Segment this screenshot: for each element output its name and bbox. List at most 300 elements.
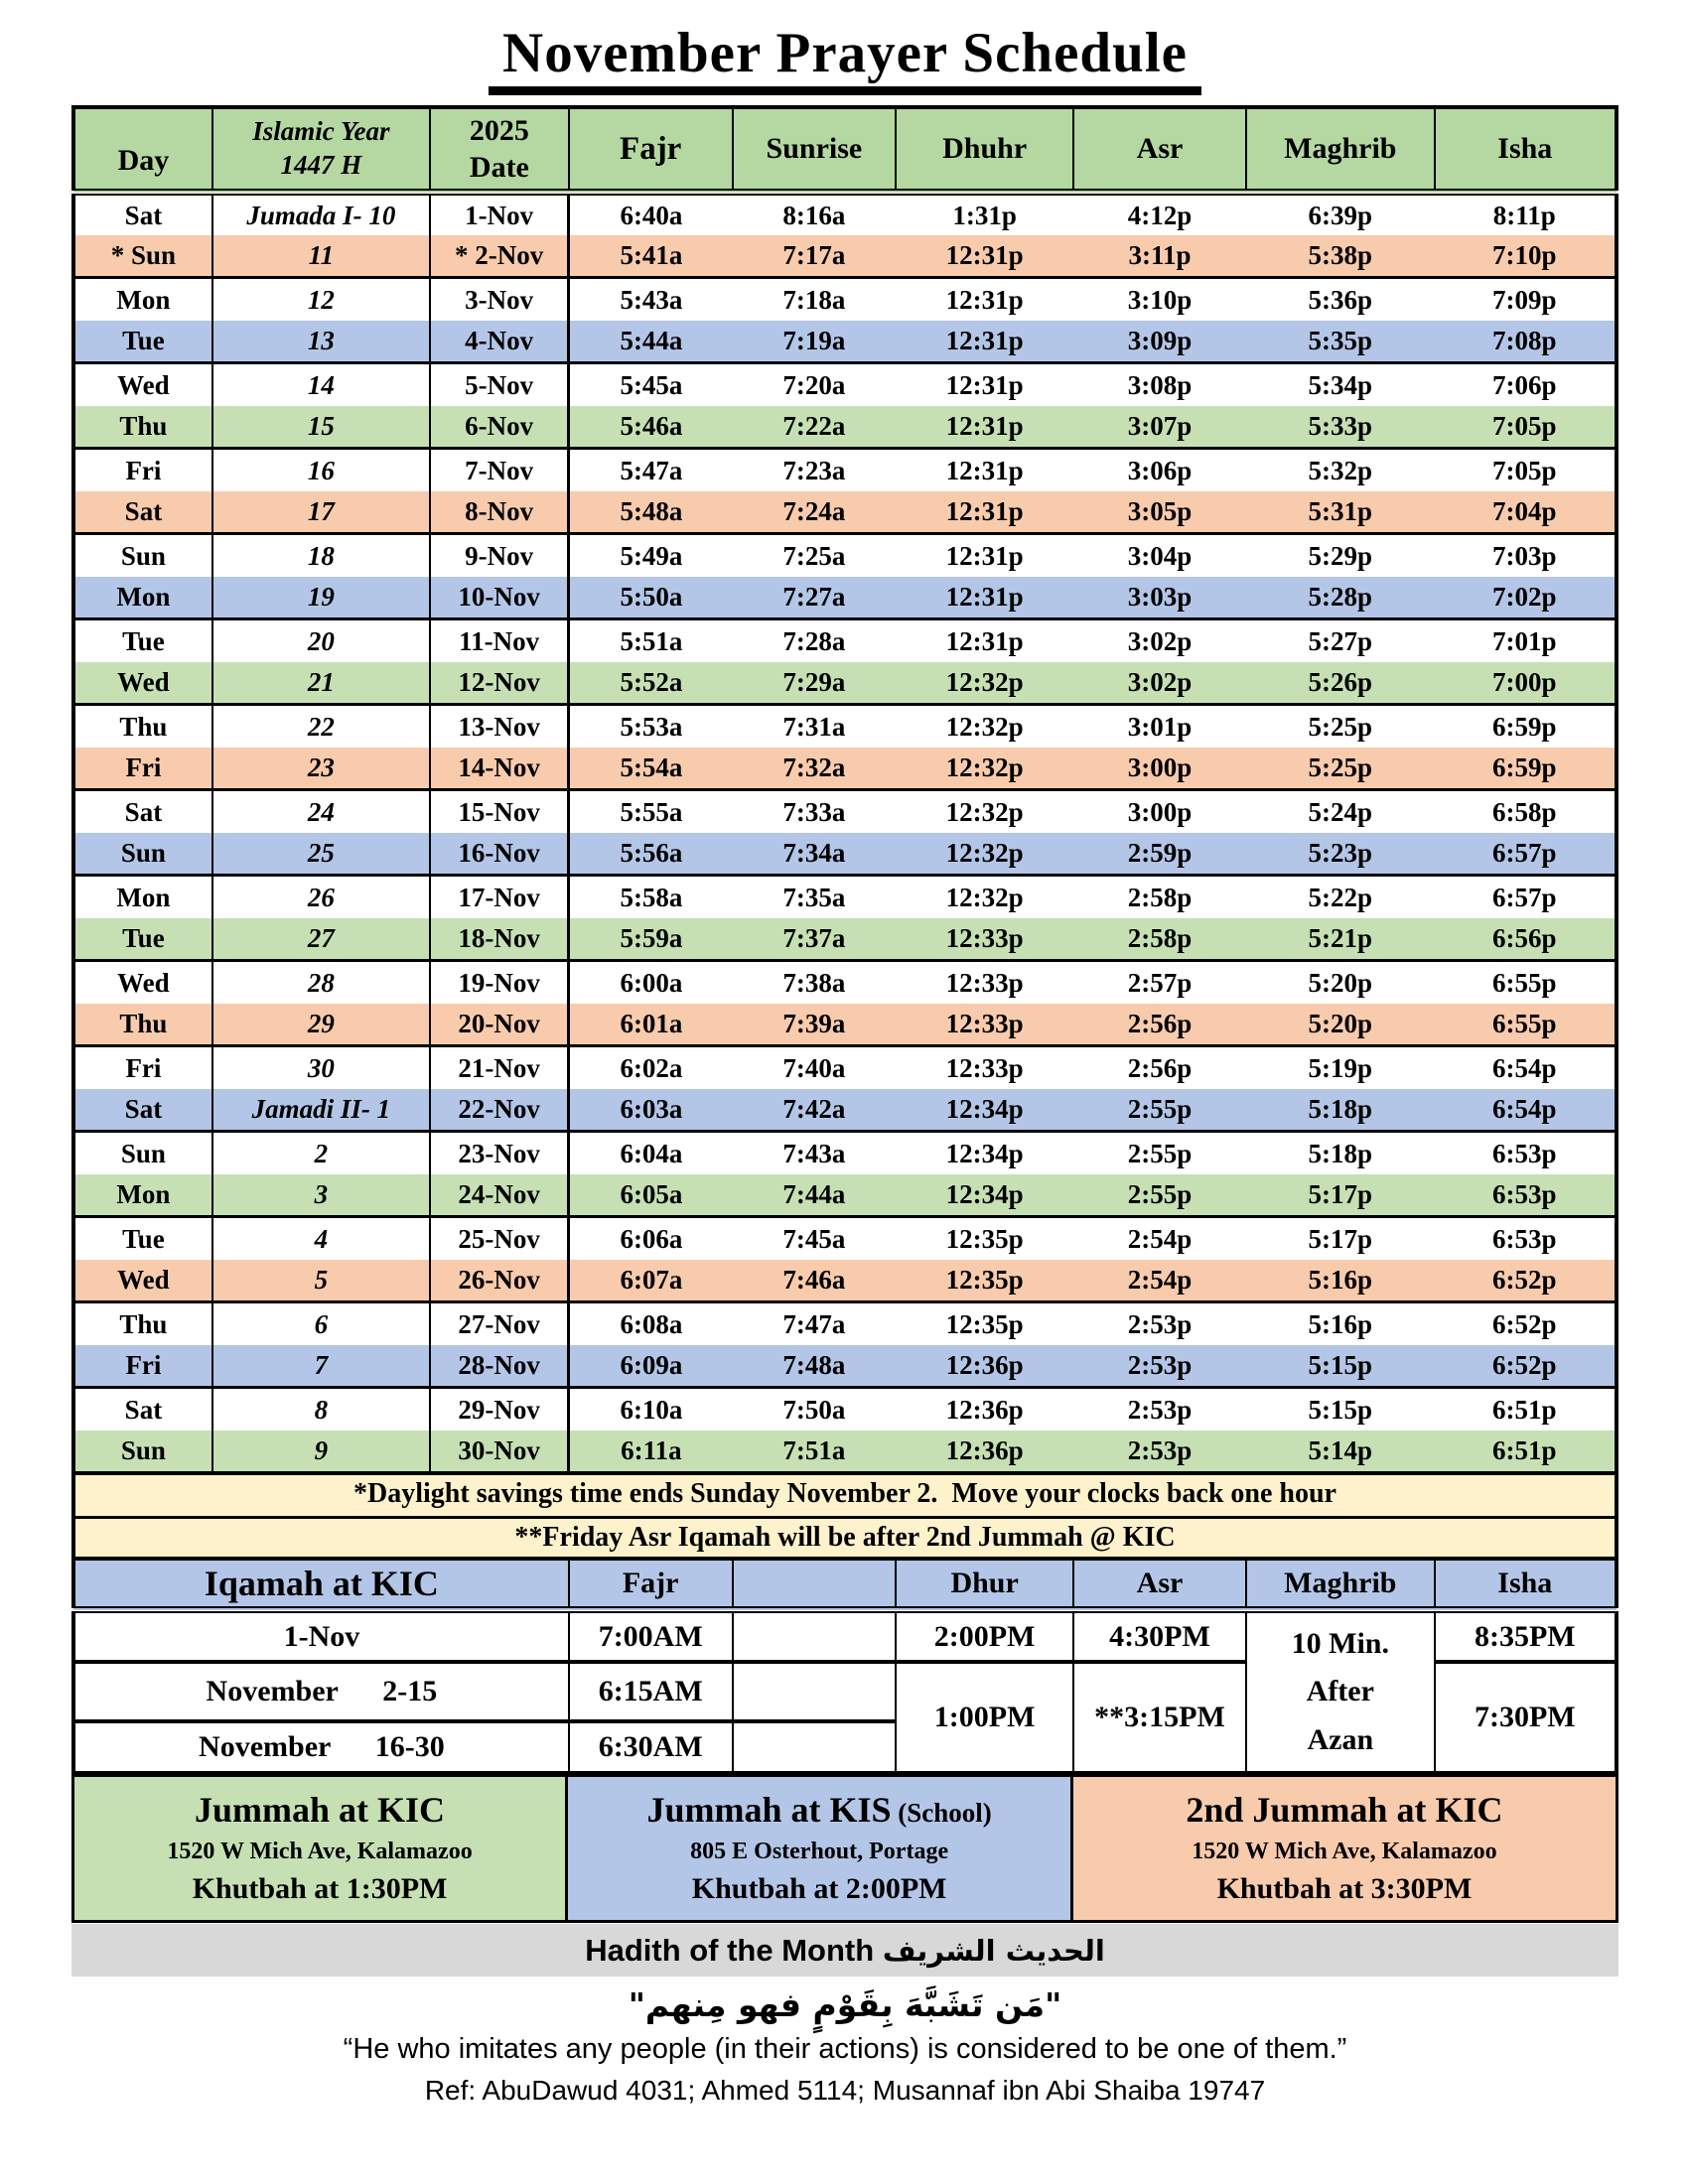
cell-sunrise: 7:32a: [733, 748, 897, 790]
prayer-row: [73, 1132, 1617, 1174]
footnote-daylight-savings: *Daylight savings time ends Sunday November 2. Move your clocks back one hour: [71, 1475, 1618, 1516]
cell-isha: 8:11p: [1492, 200, 1556, 230]
cell-asr: 3:08p: [1127, 369, 1193, 400]
cell-day: Fri: [73, 449, 212, 491]
cell-fajr: 5:55a: [620, 796, 683, 827]
cell-asr: 3:03p: [1073, 577, 1246, 619]
cell-dhuhr: 12:36p: [896, 1345, 1073, 1388]
cell-asr: 2:53p: [1127, 1308, 1193, 1339]
cell-maghrib: 5:15p: [1308, 1394, 1373, 1425]
cell-sunrise: 7:31a: [782, 711, 846, 742]
cell-dhuhr: 12:32p: [896, 662, 1073, 705]
cell-sunrise: 7:43a: [782, 1138, 846, 1168]
cell-day: Thu: [73, 406, 212, 449]
cell-maghrib: 5:31p: [1246, 491, 1435, 534]
jummah-kis-box: [565, 1774, 1074, 1923]
cell-fajr: 5:43a: [620, 284, 683, 315]
cell-dhuhr: 12:31p: [896, 321, 1073, 363]
cell-asr: 3:02p: [1127, 625, 1193, 656]
cell-sunrise: 7:40a: [782, 1052, 846, 1083]
prayer-row: [73, 1046, 1617, 1089]
cell-asr: 2:59p: [1073, 833, 1246, 876]
prayer-row: [73, 1431, 1617, 1473]
cell-asr: 4:12p: [1127, 200, 1193, 230]
cell-isha: 6:53p: [1492, 1138, 1557, 1168]
iqamah-empty-cell: [733, 1610, 897, 1662]
cell-sunrise: 7:23a: [782, 455, 846, 485]
cell-date: 21-Nov: [430, 1046, 569, 1089]
cell-asr: 2:53p: [1073, 1431, 1246, 1473]
iqamah-range-label: November 16-30: [73, 1721, 569, 1773]
cell-fajr: 5:49a: [620, 540, 683, 571]
cell-date: 13-Nov: [430, 705, 569, 748]
prayer-row: [73, 748, 1617, 790]
cell-sunrise: 7:25a: [782, 540, 846, 571]
cell-islamic-date: 25: [212, 833, 430, 876]
jummah-kis-khutbah: Khutbah at 2:00PM: [691, 1872, 947, 1906]
cell-sunrise: 7:51a: [733, 1431, 897, 1473]
col-header-asr: Asr: [1073, 107, 1246, 193]
cell-islamic-date: 26: [212, 876, 430, 918]
iqamah-asr-time: 4:30PM: [1073, 1610, 1246, 1662]
cell-isha: 7:10p: [1435, 235, 1617, 278]
page-title: November Prayer Schedule: [71, 22, 1618, 95]
cell-sunrise: 7:19a: [733, 321, 897, 363]
cell-maghrib: 5:24p: [1308, 796, 1373, 827]
prayer-row: [73, 193, 1617, 235]
cell-sunrise: 7:38a: [782, 967, 846, 998]
jummah-kic-box: [71, 1774, 568, 1923]
cell-maghrib: 5:17p: [1246, 1174, 1435, 1217]
cell-asr: 3:00p: [1073, 748, 1246, 790]
cell-fajr: 6:09a: [569, 1345, 733, 1388]
cell-islamic-date: 13: [212, 321, 430, 363]
cell-maghrib: 5:29p: [1308, 540, 1373, 571]
cell-day: Mon: [73, 876, 212, 918]
cell-date: 24-Nov: [430, 1174, 569, 1217]
cell-islamic-date: 14: [212, 363, 430, 406]
cell-islamic-date: Jumada I- 10: [212, 193, 430, 235]
cell-day: Mon: [73, 278, 212, 321]
cell-date: 29-Nov: [430, 1388, 569, 1431]
cell-fajr: 6:04a: [620, 1138, 683, 1168]
cell-date: 16-Nov: [430, 833, 569, 876]
cell-asr: 3:09p: [1073, 321, 1246, 363]
cell-sunrise: 7:37a: [733, 918, 897, 961]
cell-sunrise: 7:29a: [733, 662, 897, 705]
cell-isha: 7:05p: [1492, 455, 1557, 485]
cell-maghrib: 5:25p: [1308, 711, 1373, 742]
cell-dhuhr: 12:32p: [945, 711, 1024, 742]
cell-date: 15-Nov: [430, 790, 569, 833]
cell-day: Sat: [73, 790, 212, 833]
cell-date: 1-Nov: [430, 193, 569, 235]
cell-date: 28-Nov: [430, 1345, 569, 1388]
col-header-dhuhr: Dhuhr: [896, 107, 1073, 193]
cell-isha: 6:58p: [1492, 796, 1557, 827]
prayer-row: [73, 705, 1617, 748]
cell-dhuhr: 12:35p: [896, 1260, 1073, 1302]
cell-islamic-date: Jamadi II- 1: [212, 1089, 430, 1132]
cell-fajr: 5:41a: [569, 235, 733, 278]
cell-sunrise: 7:33a: [782, 796, 846, 827]
col-header-date: 2025 Date: [430, 107, 569, 193]
cell-maghrib: 5:34p: [1308, 369, 1373, 400]
prayer-row: [73, 278, 1617, 321]
jummah-kic-khutbah: Khutbah at 1:30PM: [192, 1872, 448, 1906]
cell-dhuhr: 12:31p: [945, 284, 1024, 315]
prayer-row: [73, 662, 1617, 705]
cell-sunrise: 7:46a: [733, 1260, 897, 1302]
iqamah-fajr-time: 7:00AM: [569, 1610, 733, 1662]
cell-asr: 2:56p: [1127, 1052, 1193, 1083]
cell-sunrise: 7:24a: [733, 491, 897, 534]
cell-day: Fri: [73, 1046, 212, 1089]
cell-maghrib: 5:16p: [1246, 1260, 1435, 1302]
prayer-row: [73, 833, 1617, 876]
iqamah-title: Iqamah at KIC: [73, 1559, 569, 1610]
iqamah-isha-time: 7:30PM: [1435, 1662, 1617, 1773]
cell-asr: 3:04p: [1127, 540, 1193, 571]
iqamah-dhur-time: 1:00PM: [896, 1662, 1073, 1773]
cell-islamic-date: 22: [212, 705, 430, 748]
cell-day: Sun: [73, 1132, 212, 1174]
prayer-row: [73, 534, 1617, 577]
cell-dhuhr: 12:34p: [896, 1089, 1073, 1132]
cell-dhuhr: 12:33p: [945, 1052, 1024, 1083]
cell-isha: 6:53p: [1435, 1174, 1617, 1217]
prayer-row: [73, 1174, 1617, 1217]
iqamah-header-row: [73, 1559, 1617, 1610]
prayer-row: [73, 790, 1617, 833]
iqamah-col-empty: [733, 1559, 897, 1610]
prayer-row: [73, 1388, 1617, 1431]
cell-date: 20-Nov: [430, 1004, 569, 1046]
prayer-row: [73, 363, 1617, 406]
cell-dhuhr: 1:31p: [952, 200, 1017, 230]
cell-islamic-date: 20: [212, 619, 430, 662]
cell-day: Fri: [73, 1345, 212, 1388]
cell-date: 18-Nov: [430, 918, 569, 961]
cell-maghrib: 5:17p: [1308, 1223, 1373, 1254]
cell-fajr: 6:05a: [569, 1174, 733, 1217]
cell-day: Sat: [73, 1089, 212, 1132]
cell-dhuhr: 12:36p: [945, 1394, 1024, 1425]
cell-date: 19-Nov: [430, 961, 569, 1004]
jummah-kic-title: Jummah at KIC: [195, 1790, 446, 1831]
hadith-bar: [71, 1924, 1618, 1977]
table-header-row: [73, 107, 1617, 193]
cell-day: Thu: [73, 705, 212, 748]
iqamah-dhur-time: 2:00PM: [896, 1610, 1073, 1662]
hadith-reference: Ref: AbuDawud 4031; Ahmed 5114; Musannaf ibn Abi Shaiba 19747: [424, 2074, 1266, 2106]
cell-asr: 2:57p: [1127, 967, 1193, 998]
cell-asr: 3:05p: [1073, 491, 1246, 534]
iqamah-fajr-time: 6:15AM: [569, 1662, 733, 1721]
cell-asr: 2:58p: [1073, 918, 1246, 961]
cell-date: 10-Nov: [430, 577, 569, 619]
cell-date: 8-Nov: [430, 491, 569, 534]
prayer-table-body: [73, 193, 1617, 1473]
cell-asr: 2:54p: [1073, 1260, 1246, 1302]
cell-maghrib: 5:26p: [1246, 662, 1435, 705]
iqamah-empty-cell: [733, 1721, 897, 1773]
jummah-2nd-kic-khutbah: Khutbah at 3:30PM: [1216, 1872, 1473, 1906]
prayer-schedule-table: [71, 105, 1618, 1475]
cell-asr: 2:55p: [1073, 1089, 1246, 1132]
cell-day: Sun: [73, 534, 212, 577]
cell-maghrib: 5:38p: [1246, 235, 1435, 278]
cell-dhuhr: 12:34p: [896, 1174, 1073, 1217]
cell-dhuhr: 12:31p: [896, 235, 1073, 278]
cell-fajr: 5:59a: [569, 918, 733, 961]
cell-dhuhr: 12:36p: [896, 1431, 1073, 1473]
cell-date: 12-Nov: [430, 662, 569, 705]
cell-date: 11-Nov: [430, 619, 569, 662]
iqamah-isha-time: 8:35PM: [1435, 1610, 1617, 1662]
cell-dhuhr: 12:32p: [945, 796, 1024, 827]
iqamah-col-fajr: Fajr: [569, 1559, 733, 1610]
cell-day: Wed: [73, 1260, 212, 1302]
cell-islamic-date: 4: [212, 1217, 430, 1260]
cell-islamic-date: 8: [212, 1388, 430, 1431]
cell-dhuhr: 12:31p: [896, 406, 1073, 449]
hadith-english-quote: “He who imitates any people (in their actions) is considered to be one of them.”: [343, 2032, 1347, 2065]
cell-day: Mon: [73, 1174, 212, 1217]
prayer-row: [73, 1345, 1617, 1388]
cell-dhuhr: 12:31p: [945, 369, 1024, 400]
cell-date: 5-Nov: [430, 363, 569, 406]
cell-fajr: 6:07a: [569, 1260, 733, 1302]
cell-asr: 2:54p: [1127, 1223, 1193, 1254]
prayer-row: [73, 321, 1617, 363]
cell-fajr: 6:03a: [569, 1089, 733, 1132]
cell-date: 22-Nov: [430, 1089, 569, 1132]
cell-date: * 2-Nov: [430, 235, 569, 278]
prayer-row: [73, 491, 1617, 534]
cell-isha: 6:57p: [1435, 833, 1617, 876]
cell-sunrise: 7:22a: [733, 406, 897, 449]
cell-isha: 7:02p: [1435, 577, 1617, 619]
cell-dhuhr: 12:33p: [945, 967, 1024, 998]
footnote-friday-asr: **Friday Asr Iqamah will be after 2nd Jummah @ KIC: [71, 1516, 1618, 1557]
cell-dhuhr: 12:32p: [896, 833, 1073, 876]
cell-islamic-date: 28: [212, 961, 430, 1004]
cell-asr: 3:01p: [1127, 711, 1193, 742]
cell-dhuhr: 12:33p: [896, 918, 1073, 961]
cell-date: 26-Nov: [430, 1260, 569, 1302]
cell-day: Thu: [73, 1004, 212, 1046]
cell-asr: 2:53p: [1127, 1394, 1193, 1425]
cell-asr: 2:53p: [1073, 1345, 1246, 1388]
cell-date: 30-Nov: [430, 1431, 569, 1473]
iqamah-col-asr: Asr: [1073, 1559, 1246, 1610]
cell-date: 3-Nov: [430, 278, 569, 321]
cell-fajr: 6:01a: [569, 1004, 733, 1046]
prayer-row: [73, 918, 1617, 961]
iqamah-col-isha: Isha: [1435, 1559, 1617, 1610]
cell-date: 4-Nov: [430, 321, 569, 363]
cell-maghrib: 5:35p: [1246, 321, 1435, 363]
prayer-row: [73, 1217, 1617, 1260]
hadith-arabic-quote: "مَن تَشَبَّهَ بِقَوْمٍ فهو مِنهم": [628, 1984, 1062, 2024]
cell-islamic-date: 7: [212, 1345, 430, 1388]
cell-fajr: 5:48a: [569, 491, 733, 534]
cell-sunrise: 7:48a: [733, 1345, 897, 1388]
cell-fajr: 6:40a: [620, 200, 683, 230]
cell-date: 23-Nov: [430, 1132, 569, 1174]
cell-dhuhr: 12:31p: [896, 491, 1073, 534]
prayer-row: [73, 1004, 1617, 1046]
cell-day: Tue: [73, 321, 212, 363]
cell-dhuhr: 12:31p: [945, 540, 1024, 571]
cell-asr: 2:55p: [1073, 1174, 1246, 1217]
prayer-row: [73, 235, 1617, 278]
cell-isha: 6:52p: [1435, 1345, 1617, 1388]
cell-asr: 3:10p: [1127, 284, 1193, 315]
prayer-row: [73, 619, 1617, 662]
cell-maghrib: 5:25p: [1246, 748, 1435, 790]
jummah-kis-title: Jummah at KIS (School): [646, 1790, 992, 1831]
cell-fajr: 5:45a: [620, 369, 683, 400]
cell-islamic-date: 18: [212, 534, 430, 577]
cell-day: Tue: [73, 619, 212, 662]
cell-sunrise: 7:35a: [782, 882, 846, 912]
cell-asr: 2:56p: [1073, 1004, 1246, 1046]
cell-maghrib: 5:32p: [1308, 455, 1373, 485]
cell-islamic-date: 16: [212, 449, 430, 491]
cell-dhuhr: 12:34p: [945, 1138, 1024, 1168]
jummah-2nd-kic-title: 2nd Jummah at KIC: [1186, 1790, 1503, 1831]
cell-day: Sat: [73, 193, 212, 235]
col-header-sunrise: Sunrise: [733, 107, 897, 193]
cell-sunrise: 7:27a: [733, 577, 897, 619]
cell-date: 6-Nov: [430, 406, 569, 449]
prayer-row: [73, 1260, 1617, 1302]
prayer-row: [73, 876, 1617, 918]
cell-fajr: 5:52a: [569, 662, 733, 705]
cell-date: 27-Nov: [430, 1302, 569, 1345]
cell-maghrib: 5:18p: [1308, 1138, 1373, 1168]
prayer-row: [73, 406, 1617, 449]
cell-sunrise: 7:50a: [782, 1394, 846, 1425]
cell-sunrise: 8:16a: [782, 200, 846, 230]
cell-sunrise: 7:28a: [782, 625, 846, 656]
cell-fajr: 5:58a: [620, 882, 683, 912]
cell-sunrise: 7:42a: [733, 1089, 897, 1132]
cell-islamic-date: 21: [212, 662, 430, 705]
cell-islamic-date: 30: [212, 1046, 430, 1089]
col-header-isha: Isha: [1435, 107, 1617, 193]
cell-day: Sun: [73, 1431, 212, 1473]
prayer-row: [73, 1302, 1617, 1345]
prayer-row: [73, 577, 1617, 619]
cell-isha: 7:06p: [1492, 369, 1557, 400]
cell-date: 14-Nov: [430, 748, 569, 790]
hadith-bar-english: Hadith of the Month: [585, 1932, 875, 1968]
cell-maghrib: 5:28p: [1246, 577, 1435, 619]
cell-isha: 6:51p: [1492, 1394, 1557, 1425]
cell-isha: 6:51p: [1435, 1431, 1617, 1473]
cell-date: 17-Nov: [430, 876, 569, 918]
iqamah-maghrib-note: 10 Min. After Azan: [1246, 1610, 1435, 1773]
cell-islamic-date: 11: [212, 235, 430, 278]
cell-day: Fri: [73, 748, 212, 790]
iqamah-range-label: November 2-15: [73, 1662, 569, 1721]
cell-fajr: 6:10a: [620, 1394, 683, 1425]
cell-fajr: 5:56a: [569, 833, 733, 876]
col-header-islamic-year: Islamic Year 1447 H: [212, 107, 430, 193]
jummah-kic-address: 1520 W Mich Ave, Kalamazoo: [167, 1838, 473, 1864]
cell-maghrib: 5:18p: [1246, 1089, 1435, 1132]
cell-dhuhr: 12:32p: [896, 748, 1073, 790]
cell-isha: 6:57p: [1492, 882, 1557, 912]
cell-isha: 7:04p: [1435, 491, 1617, 534]
cell-maghrib: 5:20p: [1246, 1004, 1435, 1046]
cell-day: Tue: [73, 918, 212, 961]
cell-islamic-date: 23: [212, 748, 430, 790]
prayer-row: [73, 961, 1617, 1004]
cell-islamic-date: 9: [212, 1431, 430, 1473]
cell-dhuhr: 12:33p: [896, 1004, 1073, 1046]
cell-asr: 2:55p: [1127, 1138, 1193, 1168]
cell-dhuhr: 12:31p: [945, 455, 1024, 485]
cell-fajr: 6:02a: [620, 1052, 683, 1083]
cell-maghrib: 5:33p: [1246, 406, 1435, 449]
cell-sunrise: 7:39a: [733, 1004, 897, 1046]
cell-isha: 7:03p: [1492, 540, 1557, 571]
cell-sunrise: 7:47a: [782, 1308, 846, 1339]
cell-day: Sat: [73, 491, 212, 534]
col-header-maghrib: Maghrib: [1246, 107, 1435, 193]
prayer-row: [73, 1089, 1617, 1132]
cell-islamic-date: 2: [212, 1132, 430, 1174]
cell-day: Tue: [73, 1217, 212, 1260]
cell-day: Wed: [73, 363, 212, 406]
cell-maghrib: 5:21p: [1246, 918, 1435, 961]
cell-dhuhr: 12:35p: [945, 1308, 1024, 1339]
cell-date: 25-Nov: [430, 1217, 569, 1260]
cell-isha: 6:54p: [1435, 1089, 1617, 1132]
cell-islamic-date: 12: [212, 278, 430, 321]
cell-maghrib: 6:39p: [1308, 200, 1373, 230]
hadith-bar-arabic: الحديث الشريف: [882, 1933, 1105, 1968]
cell-isha: 6:52p: [1435, 1260, 1617, 1302]
cell-isha: 6:55p: [1492, 967, 1557, 998]
cell-date: 7-Nov: [430, 449, 569, 491]
cell-fajr: 6:08a: [620, 1308, 683, 1339]
cell-fajr: 6:06a: [620, 1223, 683, 1254]
cell-day: Thu: [73, 1302, 212, 1345]
cell-dhuhr: 12:35p: [945, 1223, 1024, 1254]
cell-fajr: 5:53a: [620, 711, 683, 742]
cell-isha: 6:56p: [1435, 918, 1617, 961]
iqamah-col-maghrib: Maghrib: [1246, 1559, 1435, 1610]
cell-asr: 2:58p: [1127, 882, 1193, 912]
prayer-row: [73, 449, 1617, 491]
cell-maghrib: 5:19p: [1308, 1052, 1373, 1083]
cell-day: Sat: [73, 1388, 212, 1431]
cell-isha: 7:00p: [1435, 662, 1617, 705]
cell-islamic-date: 5: [212, 1260, 430, 1302]
iqamah-asr-time: **3:15PM: [1073, 1662, 1246, 1773]
cell-isha: 7:09p: [1492, 284, 1557, 315]
cell-fajr: 5:46a: [569, 406, 733, 449]
cell-sunrise: 7:45a: [782, 1223, 846, 1254]
iqamah-range-label: 1-Nov: [73, 1610, 569, 1662]
cell-isha: 7:08p: [1435, 321, 1617, 363]
cell-isha: 7:01p: [1492, 625, 1557, 656]
